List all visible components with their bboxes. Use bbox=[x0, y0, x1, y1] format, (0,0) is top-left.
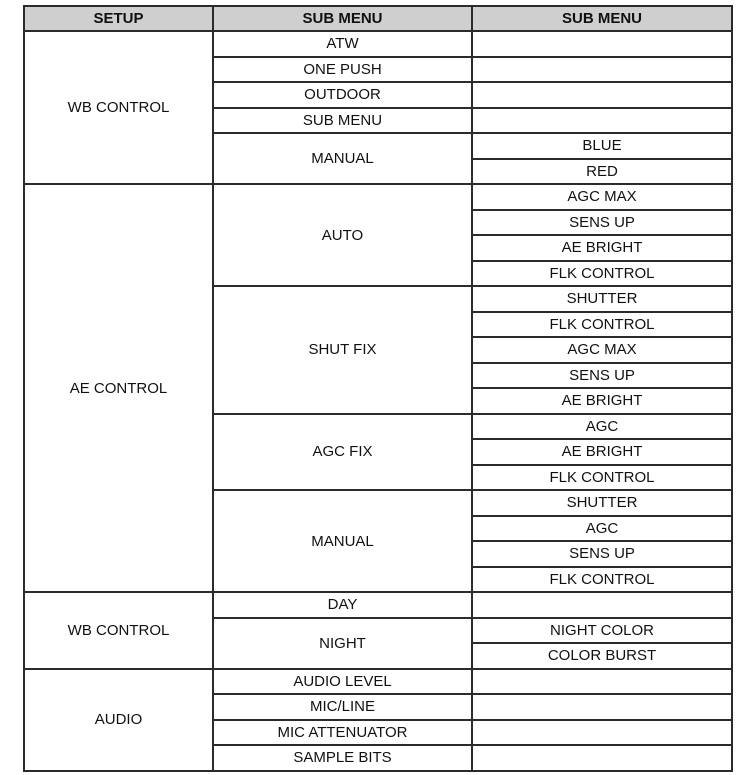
sub-menu-cell: ATW bbox=[213, 31, 472, 57]
sub-sub-menu-cell: AE BRIGHT bbox=[472, 388, 732, 414]
sub-sub-menu-cell bbox=[472, 694, 732, 720]
setup-cell: AE CONTROL bbox=[24, 184, 213, 592]
sub-sub-menu-cell: SENS UP bbox=[472, 210, 732, 236]
sub-sub-menu-cell: FLK CONTROL bbox=[472, 261, 732, 287]
header-setup: SETUP bbox=[24, 6, 213, 31]
sub-sub-menu-cell bbox=[472, 82, 732, 108]
sub-sub-menu-cell: RED bbox=[472, 159, 732, 185]
header-row bbox=[24, 6, 732, 31]
sub-sub-menu-cell bbox=[472, 57, 732, 83]
sub-menu-cell: SUB MENU bbox=[213, 108, 472, 134]
sub-sub-menu-cell bbox=[472, 745, 732, 771]
table-row bbox=[24, 669, 732, 695]
sub-sub-menu-cell bbox=[472, 108, 732, 134]
sub-sub-menu-cell bbox=[472, 669, 732, 695]
sub-menu-cell: DAY bbox=[213, 592, 472, 618]
sub-menu-cell: NIGHT bbox=[213, 618, 472, 669]
sub-sub-menu-cell bbox=[472, 720, 732, 746]
sub-sub-menu-cell: FLK CONTROL bbox=[472, 312, 732, 338]
sub-menu-cell: ONE PUSH bbox=[213, 57, 472, 83]
sub-sub-menu-cell bbox=[472, 592, 732, 618]
sub-sub-menu-cell: SENS UP bbox=[472, 541, 732, 567]
sub-menu-cell: SHUT FIX bbox=[213, 286, 472, 414]
sub-sub-menu-cell: BLUE bbox=[472, 133, 732, 159]
sub-sub-menu-cell: COLOR BURST bbox=[472, 643, 732, 669]
sub-sub-menu-cell: AGC bbox=[472, 414, 732, 440]
sub-sub-menu-cell: AGC bbox=[472, 516, 732, 542]
sub-menu-cell: MANUAL bbox=[213, 490, 472, 592]
sub-sub-menu-cell: AE BRIGHT bbox=[472, 439, 732, 465]
sub-menu-cell: MIC/LINE bbox=[213, 694, 472, 720]
sub-menu-cell: OUTDOOR bbox=[213, 82, 472, 108]
table-row bbox=[24, 31, 732, 57]
sub-sub-menu-cell: SHUTTER bbox=[472, 286, 732, 312]
sub-menu-cell: SAMPLE BITS bbox=[213, 745, 472, 771]
setup-menu-table bbox=[23, 5, 733, 772]
sub-sub-menu-cell: SENS UP bbox=[472, 363, 732, 389]
sub-sub-menu-cell: AE BRIGHT bbox=[472, 235, 732, 261]
sub-sub-menu-cell: AGC MAX bbox=[472, 184, 732, 210]
sub-sub-menu-cell: FLK CONTROL bbox=[472, 465, 732, 491]
table-row bbox=[24, 184, 732, 210]
sub-sub-menu-cell: NIGHT COLOR bbox=[472, 618, 732, 644]
sub-sub-menu-cell: SHUTTER bbox=[472, 490, 732, 516]
setup-cell: AUDIO bbox=[24, 669, 213, 771]
header-sub-menu-2: SUB MENU bbox=[472, 6, 732, 31]
header-sub-menu-1: SUB MENU bbox=[213, 6, 472, 31]
sub-menu-cell: AUTO bbox=[213, 184, 472, 286]
sub-menu-cell: AUDIO LEVEL bbox=[213, 669, 472, 695]
sub-sub-menu-cell bbox=[472, 31, 732, 57]
sub-menu-cell: MANUAL bbox=[213, 133, 472, 184]
sub-sub-menu-cell: FLK CONTROL bbox=[472, 567, 732, 593]
table-row bbox=[24, 592, 732, 618]
setup-cell: WB CONTROL bbox=[24, 592, 213, 669]
sub-menu-cell: AGC FIX bbox=[213, 414, 472, 491]
sub-menu-cell: MIC ATTENUATOR bbox=[213, 720, 472, 746]
setup-cell: WB CONTROL bbox=[24, 31, 213, 184]
sub-sub-menu-cell: AGC MAX bbox=[472, 337, 732, 363]
